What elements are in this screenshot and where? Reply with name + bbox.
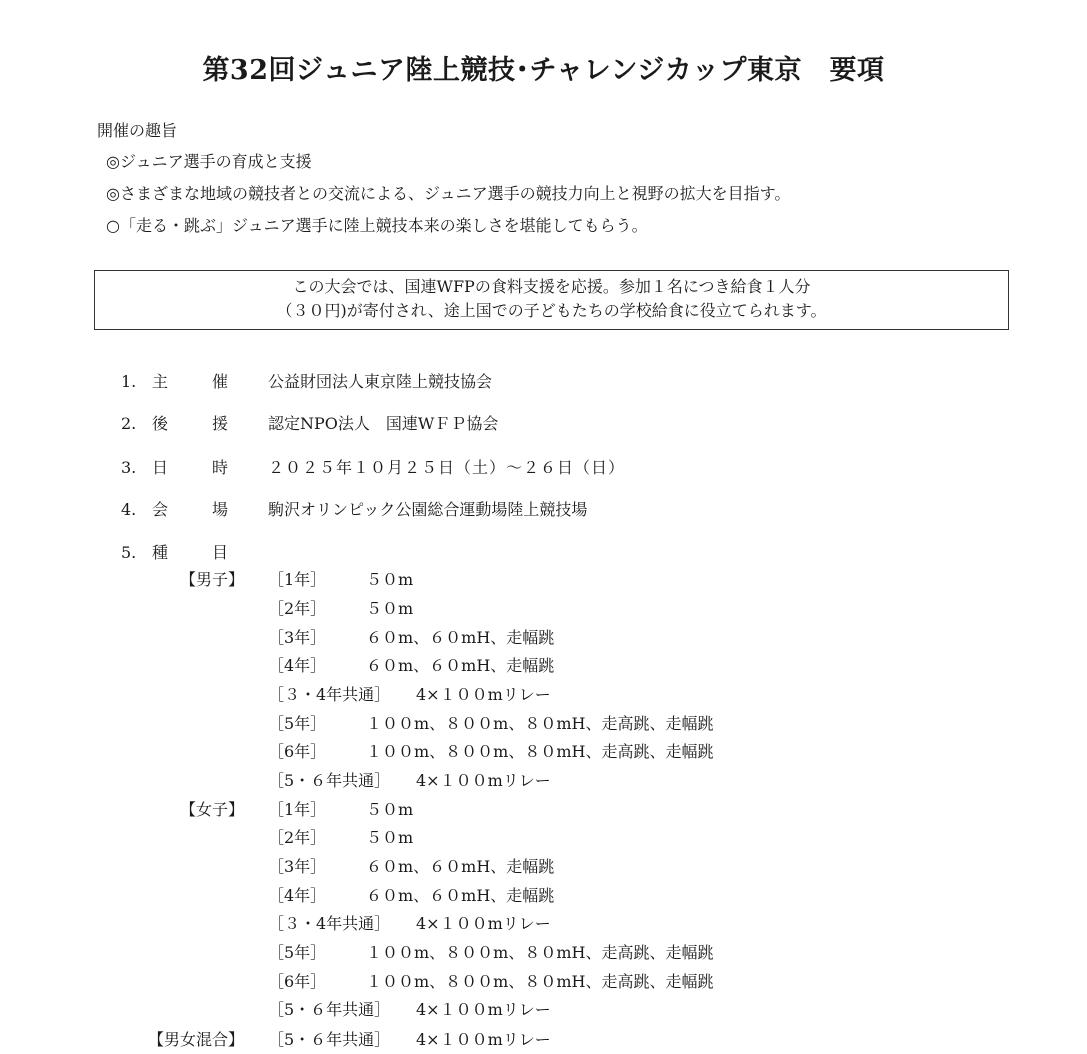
event-list: ６０m、６０mH、走幅跳 <box>366 886 555 905</box>
event-grade: ［5年］ <box>268 943 327 962</box>
item-label-char: 種 <box>152 543 169 562</box>
event-grade: ［5年］ <box>268 714 327 733</box>
item-label-char: 会 <box>152 500 169 519</box>
event-list: ６０m、６０mH、走幅跳 <box>366 628 555 647</box>
item-number: 5. <box>121 543 137 562</box>
event-grade: ［6年］ <box>268 972 327 991</box>
item-label-char: 時 <box>212 458 229 477</box>
document-title: 第32回ジュニア陸上競技･チャレンジカップ東京 要項 <box>202 55 885 86</box>
item-label-char: 目 <box>212 543 229 562</box>
event-list: ５０m <box>366 599 414 618</box>
notice-line: （３０円)が寄付され、途上国での子どもたちの学校給食に役立てられます。 <box>276 301 827 320</box>
purpose-heading: 開催の趣旨 <box>97 121 178 140</box>
item-label-char: 日 <box>152 458 169 477</box>
item-label-char: 場 <box>212 500 229 519</box>
mixed-label: 【男女混合】 <box>148 1030 245 1049</box>
event-list: １００m、８００m、８０mH、走高跳、走幅跳 <box>366 742 714 761</box>
event-list: ５０m <box>366 570 414 589</box>
event-grade: ［1年］ <box>268 570 327 589</box>
event-grade: ［4年］ <box>268 886 327 905</box>
item-label-char: 援 <box>212 414 229 433</box>
boys-label: 【男子】 <box>180 570 245 589</box>
item-label-char: 後 <box>152 414 169 433</box>
item-value: 駒沢オリンピック公園総合運動場陸上競技場 <box>268 500 588 519</box>
item-value: 認定NPO法人 国連WＦＰ協会 <box>268 414 499 433</box>
item-label-char: 主 <box>152 372 169 391</box>
event-grade: ［5・６年共通］ <box>268 1030 391 1049</box>
purpose-line: ◎さまざまな地域の競技者との交流による、ジュニア選手の競技力向上と視野の拡大を目指す。 <box>106 184 791 203</box>
purpose-line: ◎ジュニア選手の育成と支援 <box>106 152 312 171</box>
event-list: １００m、８００m、８０mH、走高跳、走幅跳 <box>366 943 714 962</box>
event-list: 4×１００mリレー <box>416 685 551 704</box>
event-grade: ［6年］ <box>268 742 327 761</box>
event-list: ６０m、６０mH、走幅跳 <box>366 656 555 675</box>
item-number: 3. <box>121 458 137 477</box>
notice-line: この大会では、国連WFPの食料支援を応援。参加１名につき給食１人分 <box>292 277 811 296</box>
event-grade: ［1年］ <box>268 800 327 819</box>
event-list: 4×１００mリレー <box>416 1030 551 1049</box>
event-list: ６０m、６０mH、走幅跳 <box>366 857 555 876</box>
item-value: ２０２５年１０月２５日（土）～２６日（日） <box>268 458 626 477</box>
event-grade: ［2年］ <box>268 599 327 618</box>
item-number: 4. <box>121 500 137 519</box>
event-list: 4×１００mリレー <box>416 771 551 790</box>
event-grade: ［2年］ <box>268 828 327 847</box>
event-grade: ［３・4年共通］ <box>268 914 391 933</box>
event-grade: ［３・4年共通］ <box>268 685 391 704</box>
event-grade: ［3年］ <box>268 857 327 876</box>
event-list: ５０m <box>366 800 414 819</box>
event-list: 4×１００mリレー <box>416 914 551 933</box>
item-label-char: 催 <box>212 372 229 391</box>
purpose-line: ○「走る・跳ぶ」ジュニア選手に陸上競技本来の楽しさを堪能してもらう。 <box>106 216 648 235</box>
item-number: 1. <box>121 372 137 391</box>
wfp-notice-box <box>94 270 1009 330</box>
event-list: ５０m <box>366 828 414 847</box>
event-grade: ［3年］ <box>268 628 327 647</box>
item-number: 2. <box>121 414 137 433</box>
event-grade: ［4年］ <box>268 656 327 675</box>
girls-label: 【女子】 <box>180 800 245 819</box>
event-list: 4×１００mリレー <box>416 1000 551 1019</box>
event-grade: ［5・６年共通］ <box>268 771 391 790</box>
event-grade: ［5・６年共通］ <box>268 1000 391 1019</box>
event-list: １００m、８００m、８０mH、走高跳、走幅跳 <box>366 972 714 991</box>
item-value: 公益財団法人東京陸上競技協会 <box>268 372 493 391</box>
event-list: １００m、８００m、８０mH、走高跳、走幅跳 <box>366 714 714 733</box>
